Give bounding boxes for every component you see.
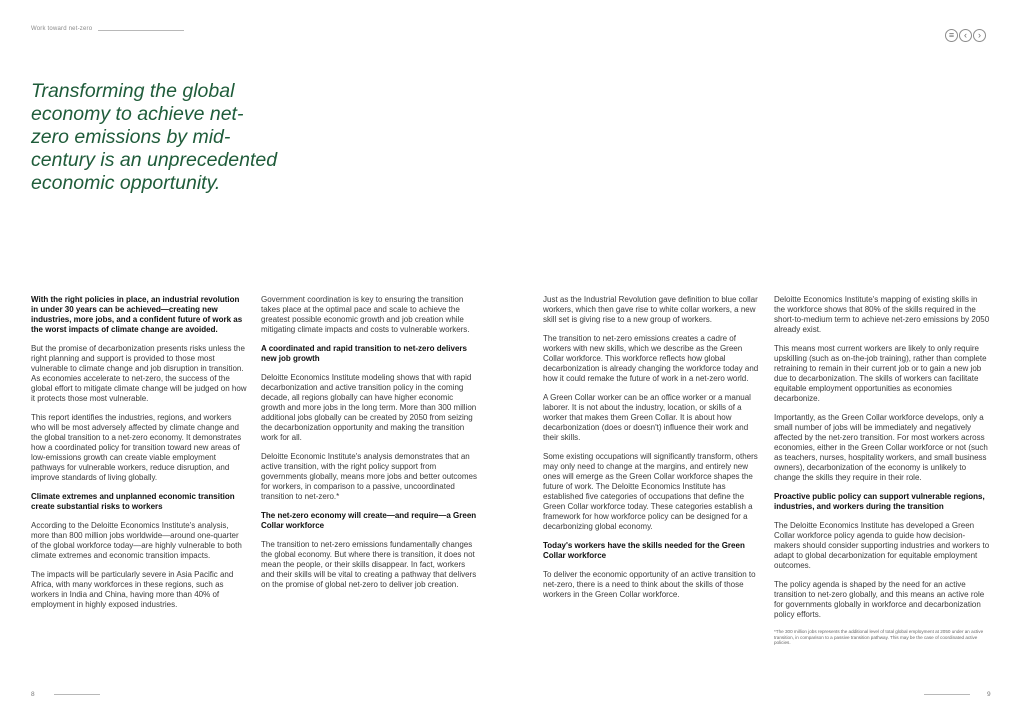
section-heading: Today's workers have the skills needed for the Green Collar workforce — [543, 541, 745, 560]
menu-icon[interactable]: ≡ — [945, 29, 958, 42]
next-page-icon[interactable]: › — [973, 29, 986, 42]
body-paragraph: According to the Deloitte Economics Institute's analysis, more than 800 million jobs worldwide—around one-quarter of the global workforce today—are highly vulnerable to both climate extremes and economic transition impacts. — [31, 521, 242, 560]
body-paragraph: Deloitte Economic Institute's analysis demonstrates that an active transition, with the right policy support from governments globally, means more jobs and better outcomes for workers, in comparison to a passive, uncoordinated transition to net-zero.* — [261, 452, 477, 501]
body-paragraph: This report identifies the industries, regions, and workers who will be most adversely affected by climate change and the global transition to a net-zero economy. It demonstrates how a coordinated policy for transition toward new areas of low-emissions growth can create viable employment pathways for vulnerable workers, reduce disruption, and improve standards of living globally. — [31, 413, 242, 482]
body-paragraph: But the promise of decarbonization presents risks unless the right planning and support is provided to those most vulnerable to climate change and job disruption in transition. As economies accelerate to net-zero, the success of the global effort to mitigate climate change will be judged on how it protects those most vulnerable. — [31, 344, 247, 403]
lead-paragraph: With the right policies in place, an industrial revolution in under 30 years can be achieved—creating new industries, more jobs, and a confident future of work as the worst impacts of climate change are avoided. — [31, 295, 243, 334]
body-paragraph: Deloitte Economics Institute modeling shows that with rapid decarbonization and active transition policy in the coming decade, all regions globally can have higher economic growth and more jobs in the long term. More than 300 million additional jobs globally can be created by 2050 from seizing the decarbonization opportunity and making the transition work for all. — [261, 373, 477, 442]
body-paragraph: Deloitte Economics Institute's mapping of existing skills in the workforce shows that 80% of the skills required in the short-to-medium term to achieve net-zero emissions by 2050 already exist. — [774, 295, 990, 334]
body-paragraph: The Deloitte Economics Institute has developed a Green Collar workforce policy agenda to guide how decision-makers should consider supporting industries and workers to adapt to global decarbonization for equitable employment outcomes. — [774, 521, 990, 570]
running-title: Work toward net-zero — [31, 26, 93, 32]
footnote: *The 300 million jobs represents the additional level of total global employment at 2050 under an active transition, in comparison to a passive transition pathway. This may be the case of coordinated active policies. — [774, 629, 984, 646]
body-paragraph: The transition to net-zero emissions fundamentally changes the global economy. But where there is transition, it does not mean the people, or their skills disappear. In fact, workers and their skills will be vital to creating a pathway that delivers on the promise of global net-zero to deliver job creation. — [261, 540, 477, 589]
previous-page-icon[interactable]: ‹ — [959, 29, 972, 42]
page-number-left: 8 — [31, 691, 35, 698]
section-heading: Proactive public policy can support vulnerable regions, industries, and workers during the transition — [774, 492, 985, 511]
body-paragraph: The impacts will be particularly severe in Asia Pacific and Africa, with many workforces in these regions, such as workers in India and China, having more than 40% of employment in highly exposed industries. — [31, 570, 234, 609]
footer-rule-left — [54, 694, 100, 695]
page-navigation — [945, 29, 986, 42]
column-3 — [543, 295, 759, 609]
footer-rule-right — [924, 694, 970, 695]
header-rule — [98, 30, 184, 31]
column-2 — [261, 295, 477, 599]
section-heading: Climate extremes and unplanned economic transition create substantial risks to workers — [31, 492, 235, 511]
section-heading: A coordinated and rapid transition to net-zero delivers new job growth — [261, 344, 467, 363]
body-paragraph: The policy agenda is shaped by the need for an active transition to net-zero globally, and this means an active role for governments globally in workforce and decarbonization policy efforts. — [774, 580, 985, 619]
body-paragraph: Government coordination is key to ensuring the transition takes place at the optimal pace and scale to achieve the greatest possible economic growth and job creation while mitigating climate impacts and costs to vulnerable workers. — [261, 295, 470, 334]
body-paragraph: Some existing occupations will significantly transform, others may only need to change at the margins, and entirely new ones will emerge as the Green Collar workforce shapes the future of work. The Deloitte Economics Institute has established five categories of occupations that define the Green Collar workforce today. These categories establish a framework for how workforce policy can be designed for a decarbonizing global economy. — [543, 452, 758, 531]
body-paragraph: To deliver the economic opportunity of an active transition to net-zero, there is a need to think about the skills of those workers in the Green Collar workforce. — [543, 570, 756, 599]
body-paragraph: This means most current workers are likely to only require upskilling (such as on-the-job training), rather than complete retraining to remain in their current job or to gain a new job due to decarbonization. The skills of workers can facilitate equitable employment opportunities as economies decarbonize. — [774, 344, 987, 403]
page-number-right: 9 — [987, 691, 991, 698]
section-heading: The net-zero economy will create—and require—a Green Collar workforce — [261, 511, 477, 530]
body-paragraph: The transition to net-zero emissions creates a cadre of workers with new skills, which we describe as the Green Collar workforce. This workforce reflects how global decarbonization is already changing the workforce today and how it could remake the future of work in a net-zero world. — [543, 334, 759, 383]
body-paragraph: A Green Collar worker can be an office worker or a manual laborer. It is not about the industry, location, or skills of a worker that makes them Green Collar. It is about how decarbonization (does or doesn't) influence their work and their skills. — [543, 393, 751, 442]
body-paragraph: Importantly, as the Green Collar workforce develops, only a small number of jobs will be immediately and negatively affected by the net-zero transition. For most workers across economies, either in the Green Collar workforce or not (such as teachers, nurses, hospitality workers, and small business owners), decarbonization of the economy is unlikely to change the skills they require in their role. — [774, 413, 988, 482]
column-1 — [31, 295, 247, 619]
column-4 — [774, 295, 990, 655]
body-paragraph: Just as the Industrial Revolution gave definition to blue collar workers, which then gave rise to white collar workers, a new skill set is giving rise to a new group of workers. — [543, 295, 758, 324]
page-headline: Transforming the global economy to achieve net-zero emissions by mid-century is an unprecedented economic opportunity. — [31, 80, 278, 194]
